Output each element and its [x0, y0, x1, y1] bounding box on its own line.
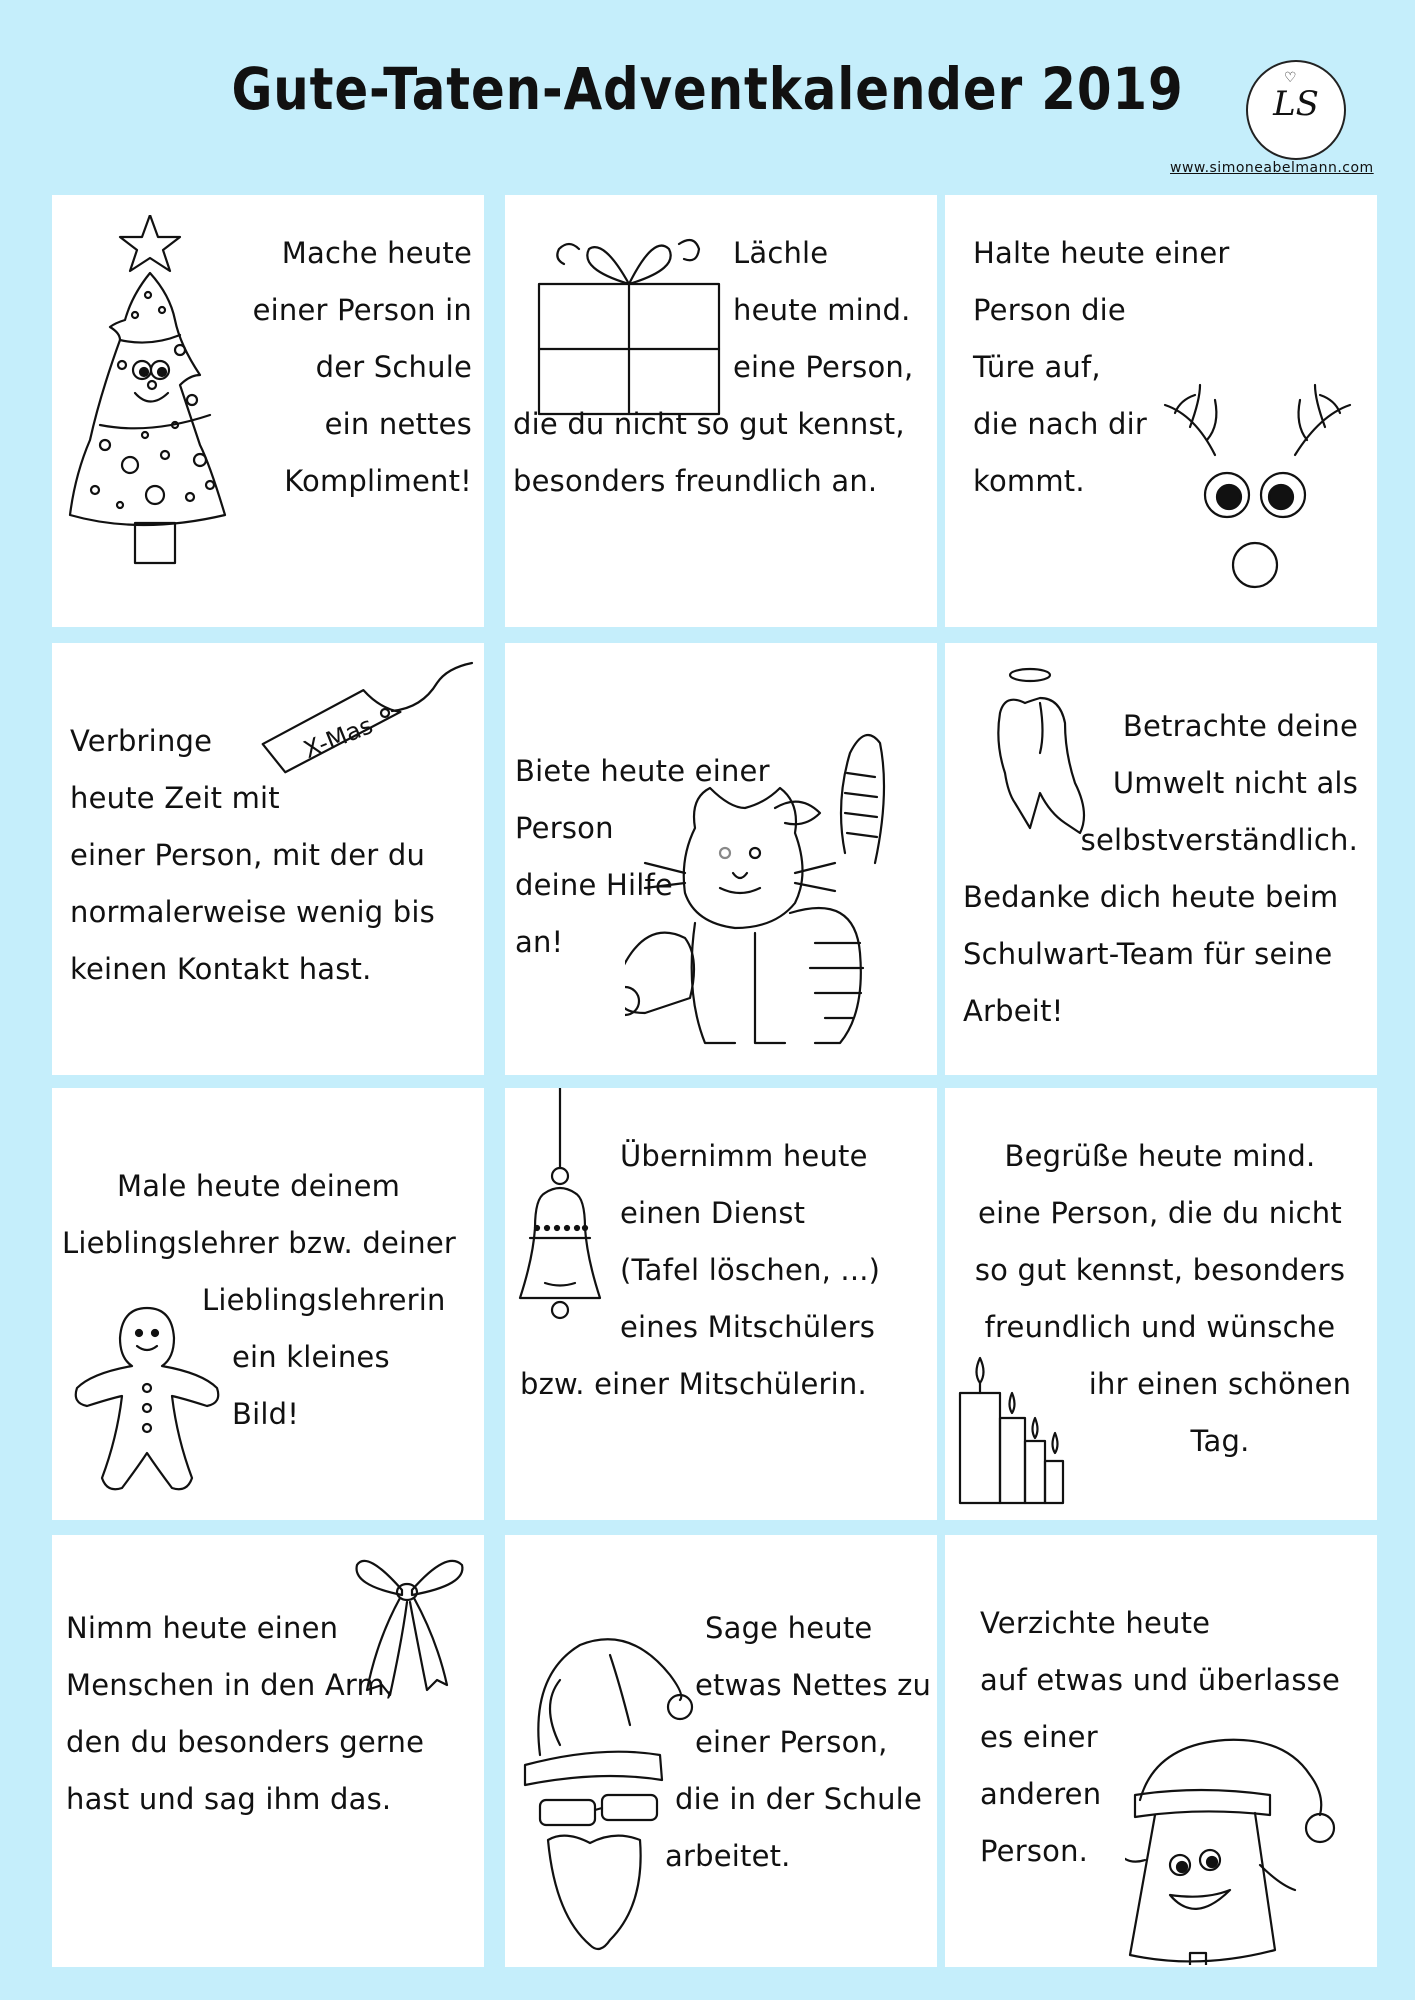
- card-line: freundlich und wünsche: [984, 1310, 1336, 1344]
- card-line: der Schule: [315, 350, 472, 384]
- christmas-tree-icon: [60, 215, 230, 605]
- card-line: Übernimm heute: [620, 1139, 868, 1173]
- card-line: besonders freundlich an.: [513, 464, 878, 498]
- card-text: [513, 225, 933, 510]
- card-line: eine Person,: [733, 350, 914, 384]
- card-line: anderen: [980, 1777, 1102, 1811]
- card-line: kommt.: [973, 464, 1085, 498]
- card-line: heute Zeit mit: [70, 781, 280, 815]
- card-text: [963, 698, 1358, 1040]
- card-line: eine Person, die du nicht: [978, 1196, 1342, 1230]
- card-line: normalerweise wenig bis: [70, 895, 435, 929]
- card-text: [70, 713, 435, 998]
- card-line: Kompliment!: [284, 464, 472, 498]
- reindeer-icon: [1145, 345, 1375, 625]
- card-line: die nach dir: [973, 407, 1148, 441]
- card-line: Sage heute: [705, 1611, 873, 1645]
- calendar-card: [945, 195, 1377, 627]
- card-line: einen Dienst: [620, 1196, 806, 1230]
- page-title: Gute-Taten-Adventkalender 2019: [231, 55, 1184, 123]
- card-line: einer Person,: [695, 1725, 888, 1759]
- card-line: an!: [515, 925, 564, 959]
- card-line: Person: [515, 811, 614, 845]
- card-line: Mache heute: [281, 236, 472, 270]
- card-line: Lächle: [733, 236, 829, 270]
- card-line: Verzichte heute: [980, 1606, 1211, 1640]
- card-line: Schulwart-Team für seine: [963, 937, 1333, 971]
- card-line: die in der Schule: [675, 1782, 922, 1816]
- card-line: (Tafel löschen, ...): [620, 1253, 881, 1287]
- calendar-card: [945, 1535, 1377, 1967]
- card-line: ihr einen schönen: [1088, 1367, 1352, 1401]
- card-line: einer Person, mit der du: [70, 838, 426, 872]
- website-link[interactable]: www.simoneabelmann.com: [1170, 160, 1374, 176]
- card-line: es einer: [980, 1720, 1098, 1754]
- card-line: Biete heute einer: [515, 754, 770, 788]
- card-line: Lieblingslehrer bzw. deiner: [62, 1226, 456, 1260]
- card-line: ein kleines: [232, 1340, 390, 1374]
- card-text: [515, 1600, 932, 1885]
- calendar-card: [52, 1535, 484, 1967]
- logo: [1246, 60, 1346, 160]
- card-line: Male heute deinem: [117, 1169, 401, 1203]
- calendar-card: [505, 643, 937, 1075]
- card-line: Menschen in den Arm,: [66, 1668, 395, 1702]
- logo-text: LS: [1273, 84, 1319, 124]
- card-line: Bild!: [232, 1397, 300, 1431]
- card-line: etwas Nettes zu: [695, 1668, 932, 1702]
- card-line: Person.: [980, 1834, 1089, 1868]
- calendar-card: [945, 1088, 1377, 1520]
- tag-text: X-Mas: [299, 711, 377, 765]
- cat-icon: [625, 713, 935, 1073]
- heart-icon: ♡: [1284, 70, 1297, 86]
- card-line: hast und sag ihm das.: [66, 1782, 392, 1816]
- card-line: Nimm heute einen: [66, 1611, 339, 1645]
- calendar-card: [945, 643, 1377, 1075]
- card-line: Tag.: [1190, 1424, 1250, 1458]
- card-line: Türe auf,: [973, 350, 1101, 384]
- card-line: den du besonders gerne: [66, 1725, 425, 1759]
- card-line: Verbringe: [70, 724, 213, 758]
- card-line: selbstverständlich.: [1080, 823, 1358, 857]
- card-line: Betrachte deine: [1122, 709, 1358, 743]
- card-line: auf etwas und überlasse: [980, 1663, 1341, 1697]
- card-line: bzw. einer Mitschülerin.: [520, 1367, 867, 1401]
- card-line: deine Hilfe: [515, 868, 673, 902]
- card-line: arbeitet.: [665, 1839, 791, 1873]
- calendar-card: [505, 1535, 937, 1967]
- card-line: heute mind.: [733, 293, 911, 327]
- card-text: [515, 1128, 925, 1413]
- card-text: [217, 225, 472, 510]
- card-line: Person die: [973, 293, 1126, 327]
- candles-icon: [955, 1353, 1065, 1513]
- gingerbread-man-icon: [62, 1288, 232, 1508]
- card-line: Bedanke dich heute beim: [963, 880, 1339, 914]
- calendar-card: [505, 195, 937, 627]
- card-line: Arbeit!: [963, 994, 1064, 1028]
- card-line: Umwelt nicht als: [1112, 766, 1358, 800]
- card-text: [66, 1600, 424, 1828]
- card-line: die du nicht so gut kennst,: [513, 407, 905, 441]
- card-line: einer Person in: [252, 293, 472, 327]
- card-line: so gut kennst, besonders: [974, 1253, 1346, 1287]
- calendar-card: [505, 1088, 937, 1520]
- card-line: eines Mitschülers: [620, 1310, 876, 1344]
- card-line: Begrüße heute mind.: [1004, 1139, 1316, 1173]
- calendar-card: [52, 1088, 484, 1520]
- card-line: keinen Kontakt hast.: [70, 952, 372, 986]
- card-line: Lieblingslehrerin: [202, 1283, 446, 1317]
- calendar-card: [52, 643, 484, 1075]
- card-line: Halte heute einer: [973, 236, 1230, 270]
- christmas-tree-hat-icon: [1125, 1715, 1375, 1965]
- calendar-card: [52, 195, 484, 627]
- card-line: ein nettes: [324, 407, 472, 441]
